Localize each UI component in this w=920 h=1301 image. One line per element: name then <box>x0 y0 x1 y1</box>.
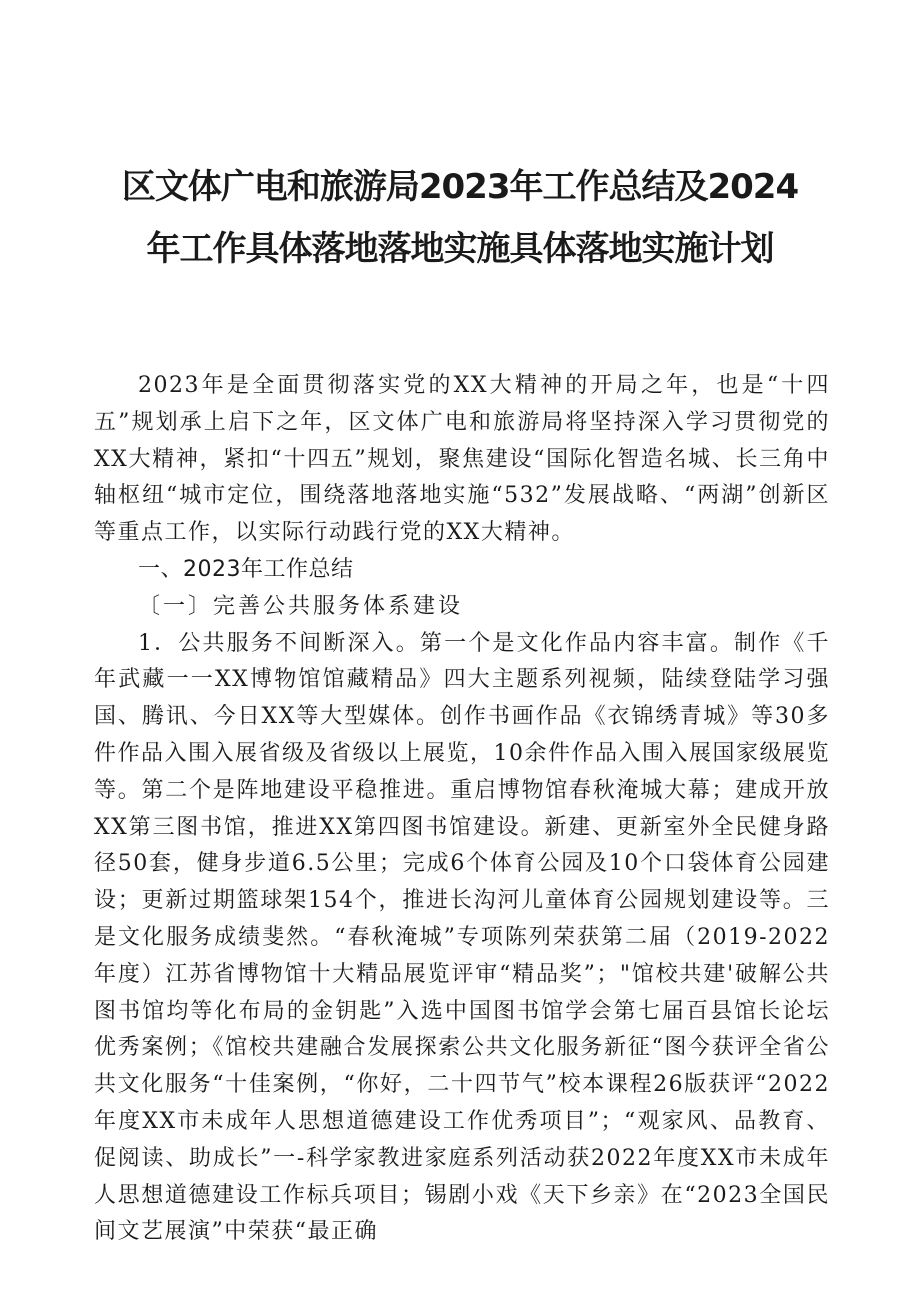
document-title <box>100 156 820 280</box>
title-line-2: 年工作具体落地落地实施具体落地实施计划 <box>146 229 774 269</box>
intro-paragraph: 2023年是全面贯彻落实党的XX大精神的开局之年，也是“十四五”规划承上启下之年，区文体广电和旅游局将坚持深入学习贯彻党的XX大精神，紧扣“十四五”规划，聚焦建设“国际化智造名城、长三角中轴枢纽“城市定位，围绕落地落地实施“532”发展战略、“两湖”创新区等重点工作，以实际行动践行党的XX大精神。 <box>94 373 830 546</box>
item-paragraph: 1．公共服务不间断深入。第一个是文化作品内容丰富。制作《千年武藏一一XX博物馆馆藏精品》四大主题系列视频，陆续登陆学习强国、腾讯、今日XX等大型媒体。创作书画作品《衣锦绣青城》等30多件作品入围入展省级及省级以上展览，10余件作品入围入展国家级展览等。第二个是阵地建设平稳推进。重启博物馆春秋淹城大幕；建成开放XX第三图书馆，推进XX第四图书馆建设。新建、更新室外全民健身路径50套，健身步道6.5公里；完成6个体育公园及10个口袋体育公园建设；更新过期篮球架154个，推进长沟河儿童体育公园规划建设等。三是文化服务成绩斐然。“春秋淹城”专项陈列荣获第二届（2019-2022年度）江苏省博物馆十大精品展览评审“精品奖”；"馆校共建'破解公共图书馆均等化布局的金钥匙”入选中国图书馆学会第七届百县馆长论坛优秀案例；《馆校共建融合发展探索公共文化服务新征“图今获评全省公共文化服务“十佳案例，“你好，二十四节气”校本课程26版获评“2022年度XX市未成年人思想道德建设工作优秀项目”；“观家风、品教育、促阅读、助成长”一-科学家教进家庭系列活动获2022年度XX市未成年人思想道德建设工作标兵项目；锡剧小戏《天下乡亲》在“2023全国民间文艺展演”中荣获“最正确 <box>94 630 830 1245</box>
section-heading: 一、2023年工作总结 <box>138 556 354 582</box>
title-line-1: 区文体广电和旅游局2023年工作总结及2024 <box>121 167 799 207</box>
subsection-heading: 〔一〕完善公共服务体系建设 <box>138 593 464 619</box>
document-body <box>94 368 830 1251</box>
